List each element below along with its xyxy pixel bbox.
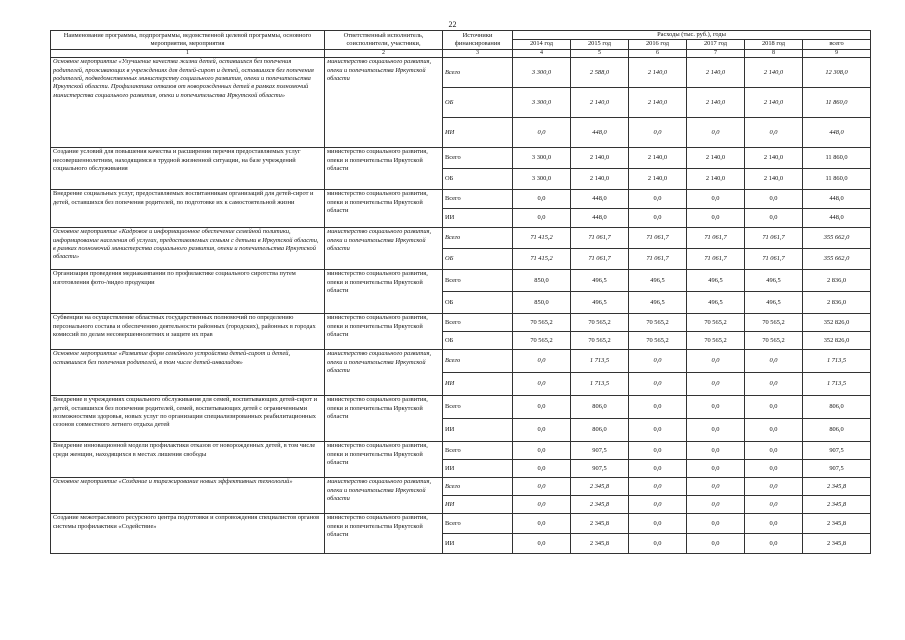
funding-source-cell: ОБ (443, 169, 513, 190)
amount-cell: 0,0 (629, 118, 687, 148)
amount-cell: 2 345,8 (571, 496, 629, 514)
total-cell: 448,0 (803, 209, 871, 228)
activity-name: Создание межотраслевого ресурсного центра подготовки и сопровождения специалистов органов системы профилактики «Содействие» (51, 514, 325, 554)
amount-cell: 70 565,2 (745, 332, 803, 350)
total-cell: 1 713,5 (803, 350, 871, 373)
total-cell: 2 345,8 (803, 478, 871, 496)
table-row (51, 314, 871, 332)
amount-cell: 496,5 (687, 292, 745, 314)
amount-cell: 2 140,0 (629, 58, 687, 88)
total-cell: 907,5 (803, 442, 871, 460)
amount-cell: 0,0 (745, 442, 803, 460)
table-row (51, 190, 871, 209)
amount-cell: 806,0 (571, 396, 629, 419)
amount-cell: 907,5 (571, 460, 629, 478)
funding-source-cell: Всего (443, 228, 513, 249)
executor-cell: министерство социального развития, опеки и попечительства Иркутской области (325, 270, 443, 314)
total-cell: 2 836,0 (803, 292, 871, 314)
amount-cell: 496,5 (745, 270, 803, 292)
amount-cell: 2 140,0 (745, 169, 803, 190)
amount-cell: 0,0 (629, 534, 687, 554)
amount-cell: 496,5 (629, 270, 687, 292)
amount-cell: 71 061,7 (745, 228, 803, 249)
total-cell: 355 662,0 (803, 228, 871, 249)
total-cell: 11 860,0 (803, 88, 871, 118)
amount-cell: 0,0 (687, 478, 745, 496)
column-numbers-row (51, 49, 871, 58)
amount-cell: 3 300,0 (513, 148, 571, 169)
amount-cell: 70 565,2 (687, 332, 745, 350)
amount-cell: 0,0 (687, 190, 745, 209)
amount-cell: 907,5 (571, 442, 629, 460)
amount-cell: 0,0 (513, 514, 571, 534)
amount-cell: 448,0 (571, 190, 629, 209)
header-year: 2015 год (571, 40, 629, 49)
header-year: 2018 год (745, 40, 803, 49)
funding-source-cell: ИИ (443, 373, 513, 396)
activity-name: Организация проведения медиакампании по профилактике социального сиротства путем изготовления фото-/видео продукции (51, 270, 325, 314)
amount-cell: 0,0 (687, 442, 745, 460)
amount-cell: 496,5 (571, 270, 629, 292)
amount-cell: 0,0 (629, 460, 687, 478)
amount-cell: 2 140,0 (629, 169, 687, 190)
amount-cell: 448,0 (571, 209, 629, 228)
amount-cell: 71 415,2 (513, 249, 571, 270)
amount-cell: 2 140,0 (571, 88, 629, 118)
amount-cell: 3 300,0 (513, 58, 571, 88)
amount-cell: 71 061,7 (571, 249, 629, 270)
amount-cell: 2 140,0 (571, 169, 629, 190)
amount-cell: 448,0 (571, 118, 629, 148)
amount-cell: 0,0 (745, 514, 803, 534)
header-source: Источники финансирования (443, 31, 513, 50)
funding-source-cell: ОБ (443, 292, 513, 314)
funding-source-cell: Всего (443, 270, 513, 292)
amount-cell: 0,0 (687, 534, 745, 554)
funding-source-cell: Всего (443, 190, 513, 209)
executor-cell: министерство социального развития, опеки и попечительства Иркутской области (325, 514, 443, 554)
budget-table (50, 30, 871, 554)
funding-source-cell: Всего (443, 314, 513, 332)
amount-cell: 0,0 (629, 209, 687, 228)
amount-cell: 71 061,7 (745, 249, 803, 270)
total-cell: 1 713,5 (803, 373, 871, 396)
amount-cell: 0,0 (745, 478, 803, 496)
amount-cell: 2 588,0 (571, 58, 629, 88)
table-row (51, 478, 871, 496)
amount-cell: 0,0 (687, 350, 745, 373)
funding-source-cell: Всего (443, 478, 513, 496)
executor-cell: министерство социального развития, опеки и попечительства Иркутской области (325, 478, 443, 514)
amount-cell: 70 565,2 (513, 314, 571, 332)
total-cell: 2 836,0 (803, 270, 871, 292)
table-body (51, 58, 871, 554)
amount-cell: 2 140,0 (629, 88, 687, 118)
funding-source-cell: Всего (443, 58, 513, 88)
amount-cell: 0,0 (513, 190, 571, 209)
executor-cell: министерство социального развития, опеки и попечительства Иркутской области (325, 314, 443, 350)
amount-cell: 2 345,8 (571, 534, 629, 554)
amount-cell: 0,0 (513, 118, 571, 148)
main-activity-name: Основное мероприятие «Улучшение качества жизни детей, оставшихся без попечения родителей, проживающих в учреждениях для детей-сирот и детей, оставшихся без попечения родителей, подведомственных министерству социального развития, опеки и попечительства Иркутской области. Профилактика отказов от новорожденных детей в рамках полномочий министерства социального развития, опеки и попечительства Иркутской области» (51, 58, 325, 148)
amount-cell: 0,0 (629, 496, 687, 514)
funding-source-cell: ИИ (443, 419, 513, 442)
amount-cell: 70 565,2 (629, 332, 687, 350)
table-row (51, 270, 871, 292)
header-executor: Ответственный исполнитель, соисполнители, участники, (325, 31, 443, 50)
funding-source-cell: Всего (443, 396, 513, 419)
header-year: 2014 год (513, 40, 571, 49)
page-number: 22 (448, 20, 457, 29)
amount-cell: 850,0 (513, 270, 571, 292)
amount-cell: 3 300,0 (513, 88, 571, 118)
table-row (51, 442, 871, 460)
funding-source-cell: ИИ (443, 460, 513, 478)
total-cell: 12 308,0 (803, 58, 871, 88)
amount-cell: 0,0 (745, 373, 803, 396)
amount-cell: 3 300,0 (513, 169, 571, 190)
activity-name: Внедрение социальных услуг, предоставляемых воспитанникам организаций для детей-сирот и детей, оставшихся без попечения родителей, по подготовке их к самостоятельной жизни (51, 190, 325, 228)
main-activity-name: Основное мероприятие «Развитие форм семейного устройства детей-сирот и детей, оставшихся без попечения родителей, в том числе детей-инвалидов» (51, 350, 325, 396)
amount-cell: 71 061,7 (687, 249, 745, 270)
amount-cell: 2 140,0 (629, 148, 687, 169)
amount-cell: 0,0 (745, 496, 803, 514)
total-cell: 806,0 (803, 396, 871, 419)
amount-cell: 2 140,0 (687, 88, 745, 118)
funding-source-cell: Всего (443, 514, 513, 534)
amount-cell: 1 713,5 (571, 350, 629, 373)
amount-cell: 0,0 (629, 350, 687, 373)
amount-cell: 0,0 (629, 442, 687, 460)
total-cell: 806,0 (803, 419, 871, 442)
amount-cell: 0,0 (513, 396, 571, 419)
column-number: 6 (629, 49, 687, 58)
amount-cell: 0,0 (745, 534, 803, 554)
table-row (51, 228, 871, 249)
executor-cell: министерство социального развития, опеки и попечительства Иркутской области (325, 350, 443, 396)
funding-source-cell: Всего (443, 350, 513, 373)
amount-cell: 71 061,7 (687, 228, 745, 249)
amount-cell: 0,0 (629, 396, 687, 419)
amount-cell: 496,5 (687, 270, 745, 292)
funding-source-cell: ИИ (443, 209, 513, 228)
header-year: 2016 год (629, 40, 687, 49)
amount-cell: 2 140,0 (571, 148, 629, 169)
activity-name: Внедрение инновационной модели профилактики отказов от новорожденных детей, в том числе среди женщин, находящихся в местах лишения свободы (51, 442, 325, 478)
amount-cell: 2 140,0 (687, 169, 745, 190)
activity-name: Субвенции на осуществление областных государственных полномочий по определению персонального состава и обеспечению деятельности районных (городских), районных в городах комиссий по делам несовершеннолетних и защите их прав (51, 314, 325, 350)
main-activity-name: Основное мероприятие «Создание и тиражирование новых эффективных технологий» (51, 478, 325, 514)
main-activity-name: Основное мероприятие «Кадровое и информационное обеспечение семейной политики, информирование населения об услугах, предоставляемых семьям с детьми в Иркутской области, в рамках полномочий министерства социального развития, опеки и попечительства Иркутской области» (51, 228, 325, 270)
amount-cell: 496,5 (571, 292, 629, 314)
amount-cell: 0,0 (687, 460, 745, 478)
amount-cell: 71 061,7 (571, 228, 629, 249)
amount-cell: 2 140,0 (745, 58, 803, 88)
amount-cell: 0,0 (687, 419, 745, 442)
funding-source-cell: Всего (443, 148, 513, 169)
executor-cell: министерство социального развития, опеки и попечительства Иркутской области (325, 396, 443, 442)
total-cell: 352 826,0 (803, 332, 871, 350)
amount-cell: 71 061,7 (629, 249, 687, 270)
amount-cell: 0,0 (687, 514, 745, 534)
executor-cell: министерство социального развития, опеки и попечительства Иркутской области (325, 228, 443, 270)
amount-cell: 0,0 (745, 118, 803, 148)
amount-cell: 2 140,0 (745, 88, 803, 118)
total-cell: 448,0 (803, 190, 871, 209)
funding-source-cell: ИИ (443, 534, 513, 554)
amount-cell: 0,0 (745, 209, 803, 228)
table-row (51, 396, 871, 419)
amount-cell: 0,0 (513, 534, 571, 554)
total-cell: 2 345,8 (803, 534, 871, 554)
amount-cell: 0,0 (513, 460, 571, 478)
amount-cell: 2 140,0 (687, 148, 745, 169)
amount-cell: 0,0 (629, 373, 687, 396)
funding-source-cell: ИИ (443, 496, 513, 514)
activity-name: Внедрение в учреждениях социального обслуживания для семей, воспитывающих детей-сирот и детей, оставшихся без попечения родителей, семей, воспитывающих детей с ограниченными возможностями здоровья, новых услуг по организации специализированных реабилитационных сезонов совместного летнего отдыха детей (51, 396, 325, 442)
amount-cell: 2 140,0 (745, 148, 803, 169)
amount-cell: 0,0 (687, 209, 745, 228)
amount-cell: 0,0 (687, 396, 745, 419)
header-year: 2017 год (687, 40, 745, 49)
amount-cell: 496,5 (629, 292, 687, 314)
amount-cell: 0,0 (745, 460, 803, 478)
amount-cell: 70 565,2 (571, 332, 629, 350)
amount-cell: 71 415,2 (513, 228, 571, 249)
table-row (51, 148, 871, 169)
amount-cell: 0,0 (745, 396, 803, 419)
column-number: 2 (325, 49, 443, 58)
amount-cell: 0,0 (687, 118, 745, 148)
funding-source-cell: Всего (443, 442, 513, 460)
total-cell: 352 826,0 (803, 314, 871, 332)
amount-cell: 0,0 (513, 496, 571, 514)
header-total: всего (803, 40, 871, 49)
amount-cell: 2 345,8 (571, 478, 629, 496)
executor-cell: министерство социального развития, опеки и попечительства Иркутской области (325, 442, 443, 478)
amount-cell: 70 565,2 (629, 314, 687, 332)
column-number: 8 (745, 49, 803, 58)
header-row (51, 31, 871, 40)
amount-cell: 0,0 (745, 350, 803, 373)
table-row (51, 58, 871, 88)
total-cell: 448,0 (803, 118, 871, 148)
amount-cell: 2 345,8 (571, 514, 629, 534)
amount-cell: 70 565,2 (687, 314, 745, 332)
amount-cell: 806,0 (571, 419, 629, 442)
funding-source-cell: ОБ (443, 249, 513, 270)
executor-cell: министерство социального развития, опеки и попечительства Иркутской области (325, 58, 443, 148)
table-row (51, 350, 871, 373)
activity-name: Создание условий для повышения качества и расширения перечня предоставляемых услуг несовершеннолетним, находящимся в трудной жизненной ситуации, на базе учреждений социального обслуживания (51, 148, 325, 190)
column-number: 4 (513, 49, 571, 58)
amount-cell: 0,0 (745, 190, 803, 209)
executor-cell: министерство социального развития, опеки и попечительства Иркутской области (325, 190, 443, 228)
amount-cell: 70 565,2 (513, 332, 571, 350)
amount-cell: 0,0 (629, 478, 687, 496)
amount-cell: 0,0 (513, 478, 571, 496)
amount-cell: 71 061,7 (629, 228, 687, 249)
amount-cell: 0,0 (629, 514, 687, 534)
funding-source-cell: ОБ (443, 332, 513, 350)
column-number: 3 (443, 49, 513, 58)
amount-cell: 0,0 (629, 190, 687, 209)
column-number: 7 (687, 49, 745, 58)
amount-cell: 2 140,0 (687, 58, 745, 88)
amount-cell: 0,0 (513, 442, 571, 460)
amount-cell: 0,0 (513, 209, 571, 228)
header-expenses: Расходы (тыс. руб.), годы (513, 31, 871, 40)
amount-cell: 70 565,2 (571, 314, 629, 332)
amount-cell: 0,0 (629, 419, 687, 442)
column-number: 5 (571, 49, 629, 58)
executor-cell: министерство социального развития, опеки и попечительства Иркутской области (325, 148, 443, 190)
amount-cell: 850,0 (513, 292, 571, 314)
amount-cell: 0,0 (513, 350, 571, 373)
total-cell: 2 345,8 (803, 514, 871, 534)
amount-cell: 0,0 (745, 419, 803, 442)
table-row (51, 514, 871, 534)
amount-cell: 496,5 (745, 292, 803, 314)
total-cell: 11 860,0 (803, 169, 871, 190)
total-cell: 355 662,0 (803, 249, 871, 270)
total-cell: 2 345,8 (803, 496, 871, 514)
funding-source-cell: ИИ (443, 118, 513, 148)
header-name: Наименование программы, подпрограммы, ведомственной целевой программы, основного мероприятия, мероприятия (51, 31, 325, 50)
funding-source-cell: ОБ (443, 88, 513, 118)
amount-cell: 0,0 (687, 373, 745, 396)
column-number: 9 (803, 49, 871, 58)
amount-cell: 0,0 (513, 419, 571, 442)
amount-cell: 0,0 (687, 496, 745, 514)
amount-cell: 70 565,2 (745, 314, 803, 332)
total-cell: 11 860,0 (803, 148, 871, 169)
amount-cell: 0,0 (513, 373, 571, 396)
total-cell: 907,5 (803, 460, 871, 478)
column-number: 1 (51, 49, 325, 58)
amount-cell: 1 713,5 (571, 373, 629, 396)
